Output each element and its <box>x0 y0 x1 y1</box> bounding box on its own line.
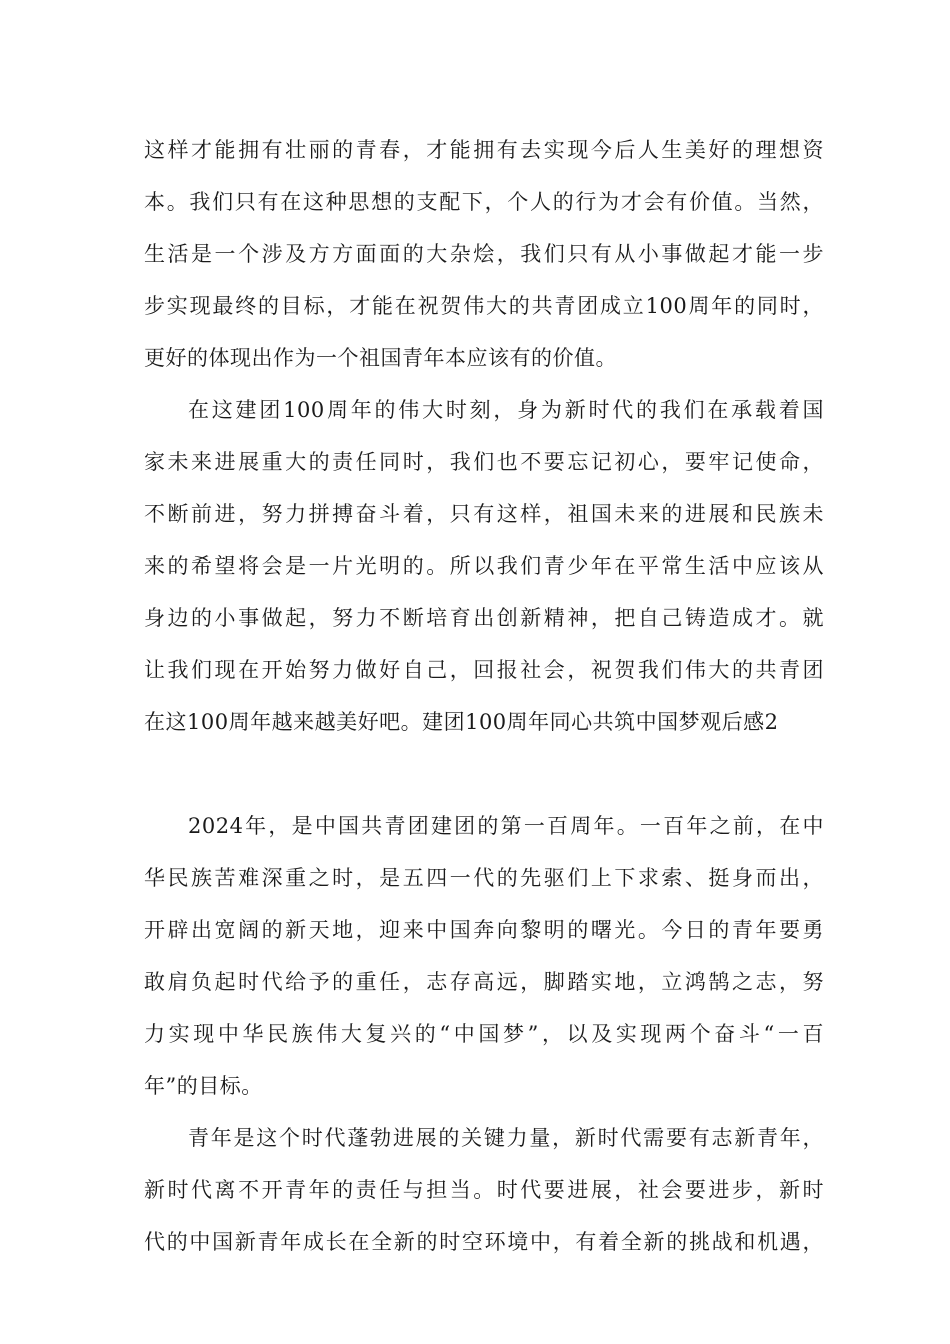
text-line: 不断前进，努力拼搏奋斗着，只有这样，祖国未来的进展和民族未 <box>144 502 824 526</box>
text-line: 来的希望将会是一片光明的。所以我们青少年在平常生活中应该从 <box>144 554 824 578</box>
text-line: 生活是一个涉及方方面面的大杂烩，我们只有从小事做起才能一步 <box>144 242 824 266</box>
text-line: 2024年，是中国共青团建团的第一百周年。一百年之前，在中 <box>188 814 824 838</box>
text-line: 开辟出宽阔的新天地，迎来中国奔向黎明的曙光。今日的青年要勇 <box>144 918 824 942</box>
text-line: 青年是这个时代蓬勃进展的关键力量，新时代需要有志新青年， <box>188 1126 824 1150</box>
text-line: 代的中国新青年成长在全新的时空环境中，有着全新的挑战和机遇， <box>144 1230 824 1254</box>
text-line: 年”的目标。 <box>144 1074 263 1098</box>
text-line: 更好的体现出作为一个祖国青年本应该有的价值。 <box>144 346 617 370</box>
text-line: 新时代离不开青年的责任与担当。时代要进展，社会要进步，新时 <box>144 1178 824 1202</box>
text-line: 在这建团100周年的伟大时刻，身为新时代的我们在承载着国 <box>188 398 824 422</box>
text-line: 力实现中华民族伟大复兴的“中国梦”，以及实现两个奋斗“一百 <box>144 1022 824 1046</box>
text-line: 本。我们只有在这种思想的支配下，个人的行为才会有价值。当然， <box>144 190 824 214</box>
text-line: 华民族苦难深重之时，是五四一代的先驱们上下求索、挺身而出， <box>144 866 824 890</box>
paragraph-gap <box>144 748 824 800</box>
text-line: 身边的小事做起，努力不断培育出创新精神，把自己铸造成才。就 <box>144 606 824 630</box>
text-line: 敢肩负起时代给予的重任，志存高远，脚踏实地，立鸿鹄之志，努 <box>144 970 824 994</box>
text-line: 这样才能拥有壮丽的青春，才能拥有去实现今后人生美好的理想资 <box>144 138 824 162</box>
text-line: 步实现最终的目标，才能在祝贺伟大的共青团成立100周年的同时， <box>144 294 824 318</box>
text-line: 家未来进展重大的责任同时，我们也不要忘记初心，要牢记使命， <box>144 450 824 474</box>
paragraph-continuation <box>144 124 824 1268</box>
text-line: 在这100周年越来越美好吧。建团100周年同心共筑中国梦观后感2 <box>144 710 779 734</box>
text-line: 让我们现在开始努力做好自己，回报社会，祝贺我们伟大的共青团 <box>144 658 824 682</box>
